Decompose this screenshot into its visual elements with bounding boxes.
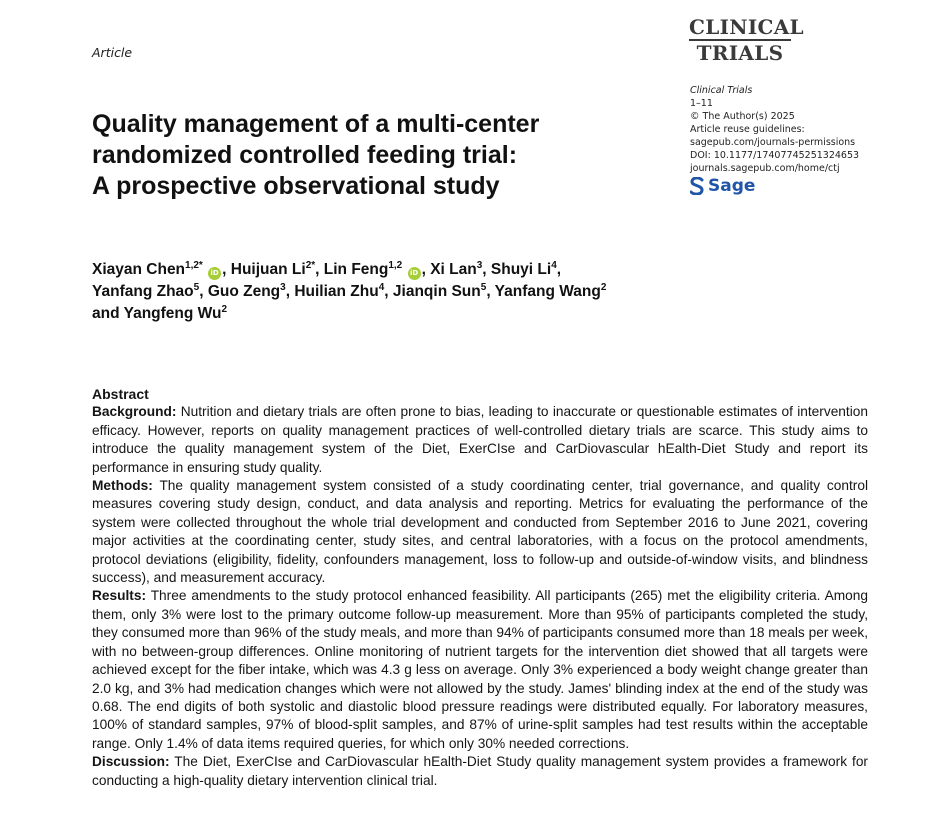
methods-text: The quality management system consisted of a study coordinating center, trial governance, and quality control measures covering study design, conduct, and data analysis and reporting. Metrics for evaluating the performance of the system were collected throughout the whole trial development and conducted from September 2016 to June 2021, covering major activities at the coordinating center, study sites, and central laboratories, with a focus on the protocol amendments, protocol deviations (eligibility, fidelity, confounders management, loss to follow-up and outside-of-window visits, and blindness success), and measurement accuracy.	[92, 478, 868, 586]
abstract-background	[92, 403, 868, 477]
author-affiliation: 4	[378, 282, 385, 293]
abstract-discussion	[92, 753, 868, 790]
article-meta	[690, 84, 910, 175]
meta-doi[interactable]: DOI: 10.1177/17407745251324653	[690, 150, 860, 161]
discussion-text: The Diet, ExerCIse and CarDiovascular hEalth-Diet Study quality management system provides a framework for conducting a high-quality dietary intervention clinical trial.	[92, 754, 868, 788]
results-label: Results:	[92, 588, 147, 604]
author-list	[92, 259, 732, 325]
author-name[interactable]: Xi Lan	[430, 261, 477, 278]
background-text: Nutrition and dietary trials are often prone to bias, leading to inaccurate or questionable estimates of intervention efficacy. However, reports on quality management practices of well-controlled dietary trials are scarce. This study aims to introduce the quality management system of the Diet, ExerCIse and CarDiovascular hEalth-Diet Study and report its performance in ensuring study quality.	[92, 404, 868, 475]
sage-logo-text: Sage	[708, 176, 756, 196]
orcid-icon[interactable]: iD	[408, 267, 421, 280]
methods-label: Methods:	[92, 478, 153, 494]
author-affiliation: 5	[480, 282, 487, 293]
author-name[interactable]: Huijuan Li	[230, 261, 306, 278]
author-affiliation: 5	[193, 282, 200, 293]
abstract-heading: Abstract	[92, 386, 149, 402]
abstract	[92, 385, 868, 790]
orcid-icon[interactable]: iD	[208, 267, 221, 280]
sage-logo[interactable]	[690, 176, 755, 196]
title-line-2: randomized controlled feeding trial:	[92, 141, 518, 169]
author-affiliation: 2	[221, 304, 228, 315]
journal-logo-line1: CLINICAL	[689, 15, 804, 39]
results-text: Three amendments to the study protocol enhanced feasibility. All participants (265) met the eligibility criteria. Among them, only 3% were lost to the primary outcome follow-up measurement. More than 95% of participants completed the study, they consumed more than 96% of the study meals, and more than 94% of participants consumed more than 18 meals per week, with no between-group differences. Online monitoring of nutrient targets for the intervention diet showed that all targets were achieved except for the fiber intake, which was 4.3 g less on average. Only 3% experienced a body weight change greater than 2.0 kg, and 3% had medication changes which were not allowed by the study. James' blinding index at the end of the study was 0.68. The end digits of both systolic and diastolic blood pressure readings were distributed equally. For laboratory measures, 100% of standard samples, 97% of blood-split samples, and 87% of urine-split samples had test results within the acceptable range. Only 1.4% of data items required queries, for which only 30% needed corrections.	[92, 588, 868, 751]
author-name[interactable]: Yangfeng Wu	[123, 305, 222, 322]
author-line-2: Yanfang Zhao$^5$, Guo Zeng$^3$, Huilian Zhu$^4$, Jianqin Sun$^5$, Yanfang Wang$^2$	[92, 282, 607, 300]
title-line-1: Quality management of a multi-center	[92, 110, 540, 138]
background-label: Background:	[92, 404, 177, 420]
article-title	[92, 109, 652, 202]
author-affiliation: 2	[600, 282, 607, 293]
meta-pages: 1–11	[690, 98, 713, 109]
author-affiliation: 2*	[305, 260, 316, 271]
meta-copyright: © The Author(s) 2025	[690, 111, 795, 122]
meta-reuse: Article reuse guidelines:	[690, 124, 805, 135]
title-line-3: A prospective observational study	[92, 172, 500, 200]
article-type-label: Article	[92, 45, 133, 60]
meta-journal-name: Clinical Trials	[690, 85, 753, 96]
author-name[interactable]: Xiayan Chen	[92, 261, 186, 278]
author-affiliation: 4	[551, 260, 557, 271]
author-affiliation: 1,2*	[185, 260, 203, 271]
author-name[interactable]: Yanfang Wang	[494, 283, 601, 300]
abstract-results	[92, 587, 868, 753]
journal-logo[interactable]	[689, 15, 804, 65]
sage-s-icon	[690, 177, 704, 195]
author-name[interactable]: Huilian Zhu	[294, 283, 379, 300]
author-name[interactable]: Jianqin Sun	[392, 283, 481, 300]
author-name[interactable]: Shuyi Li	[490, 261, 552, 278]
author-line-3: and Yangfeng Wu$^2$	[92, 304, 228, 322]
author-name[interactable]: Lin Feng	[323, 261, 389, 278]
abstract-methods	[92, 477, 868, 587]
journal-logo-line2: TRIALS	[696, 41, 784, 65]
meta-journal-url[interactable]: journals.sagepub.com/home/ctj	[690, 163, 840, 174]
author-name[interactable]: Guo Zeng	[207, 283, 281, 300]
discussion-label: Discussion:	[92, 754, 170, 770]
author-affiliation: 3	[280, 282, 286, 293]
author-line-1: Xiayan Chen$^{1,2*}$ iD , Huijuan $Li^{2*}$, Lin Feng$^{1,2}$ iD , Xi Lan$^3$, Shuyi Li$^4$,	[92, 260, 562, 278]
meta-permissions-link[interactable]: sagepub.com/journals-permissions	[690, 137, 856, 148]
author-affiliation: 1,2	[388, 260, 403, 271]
author-affiliation: 3	[476, 260, 483, 271]
author-name[interactable]: Yanfang Zhao	[92, 283, 194, 300]
